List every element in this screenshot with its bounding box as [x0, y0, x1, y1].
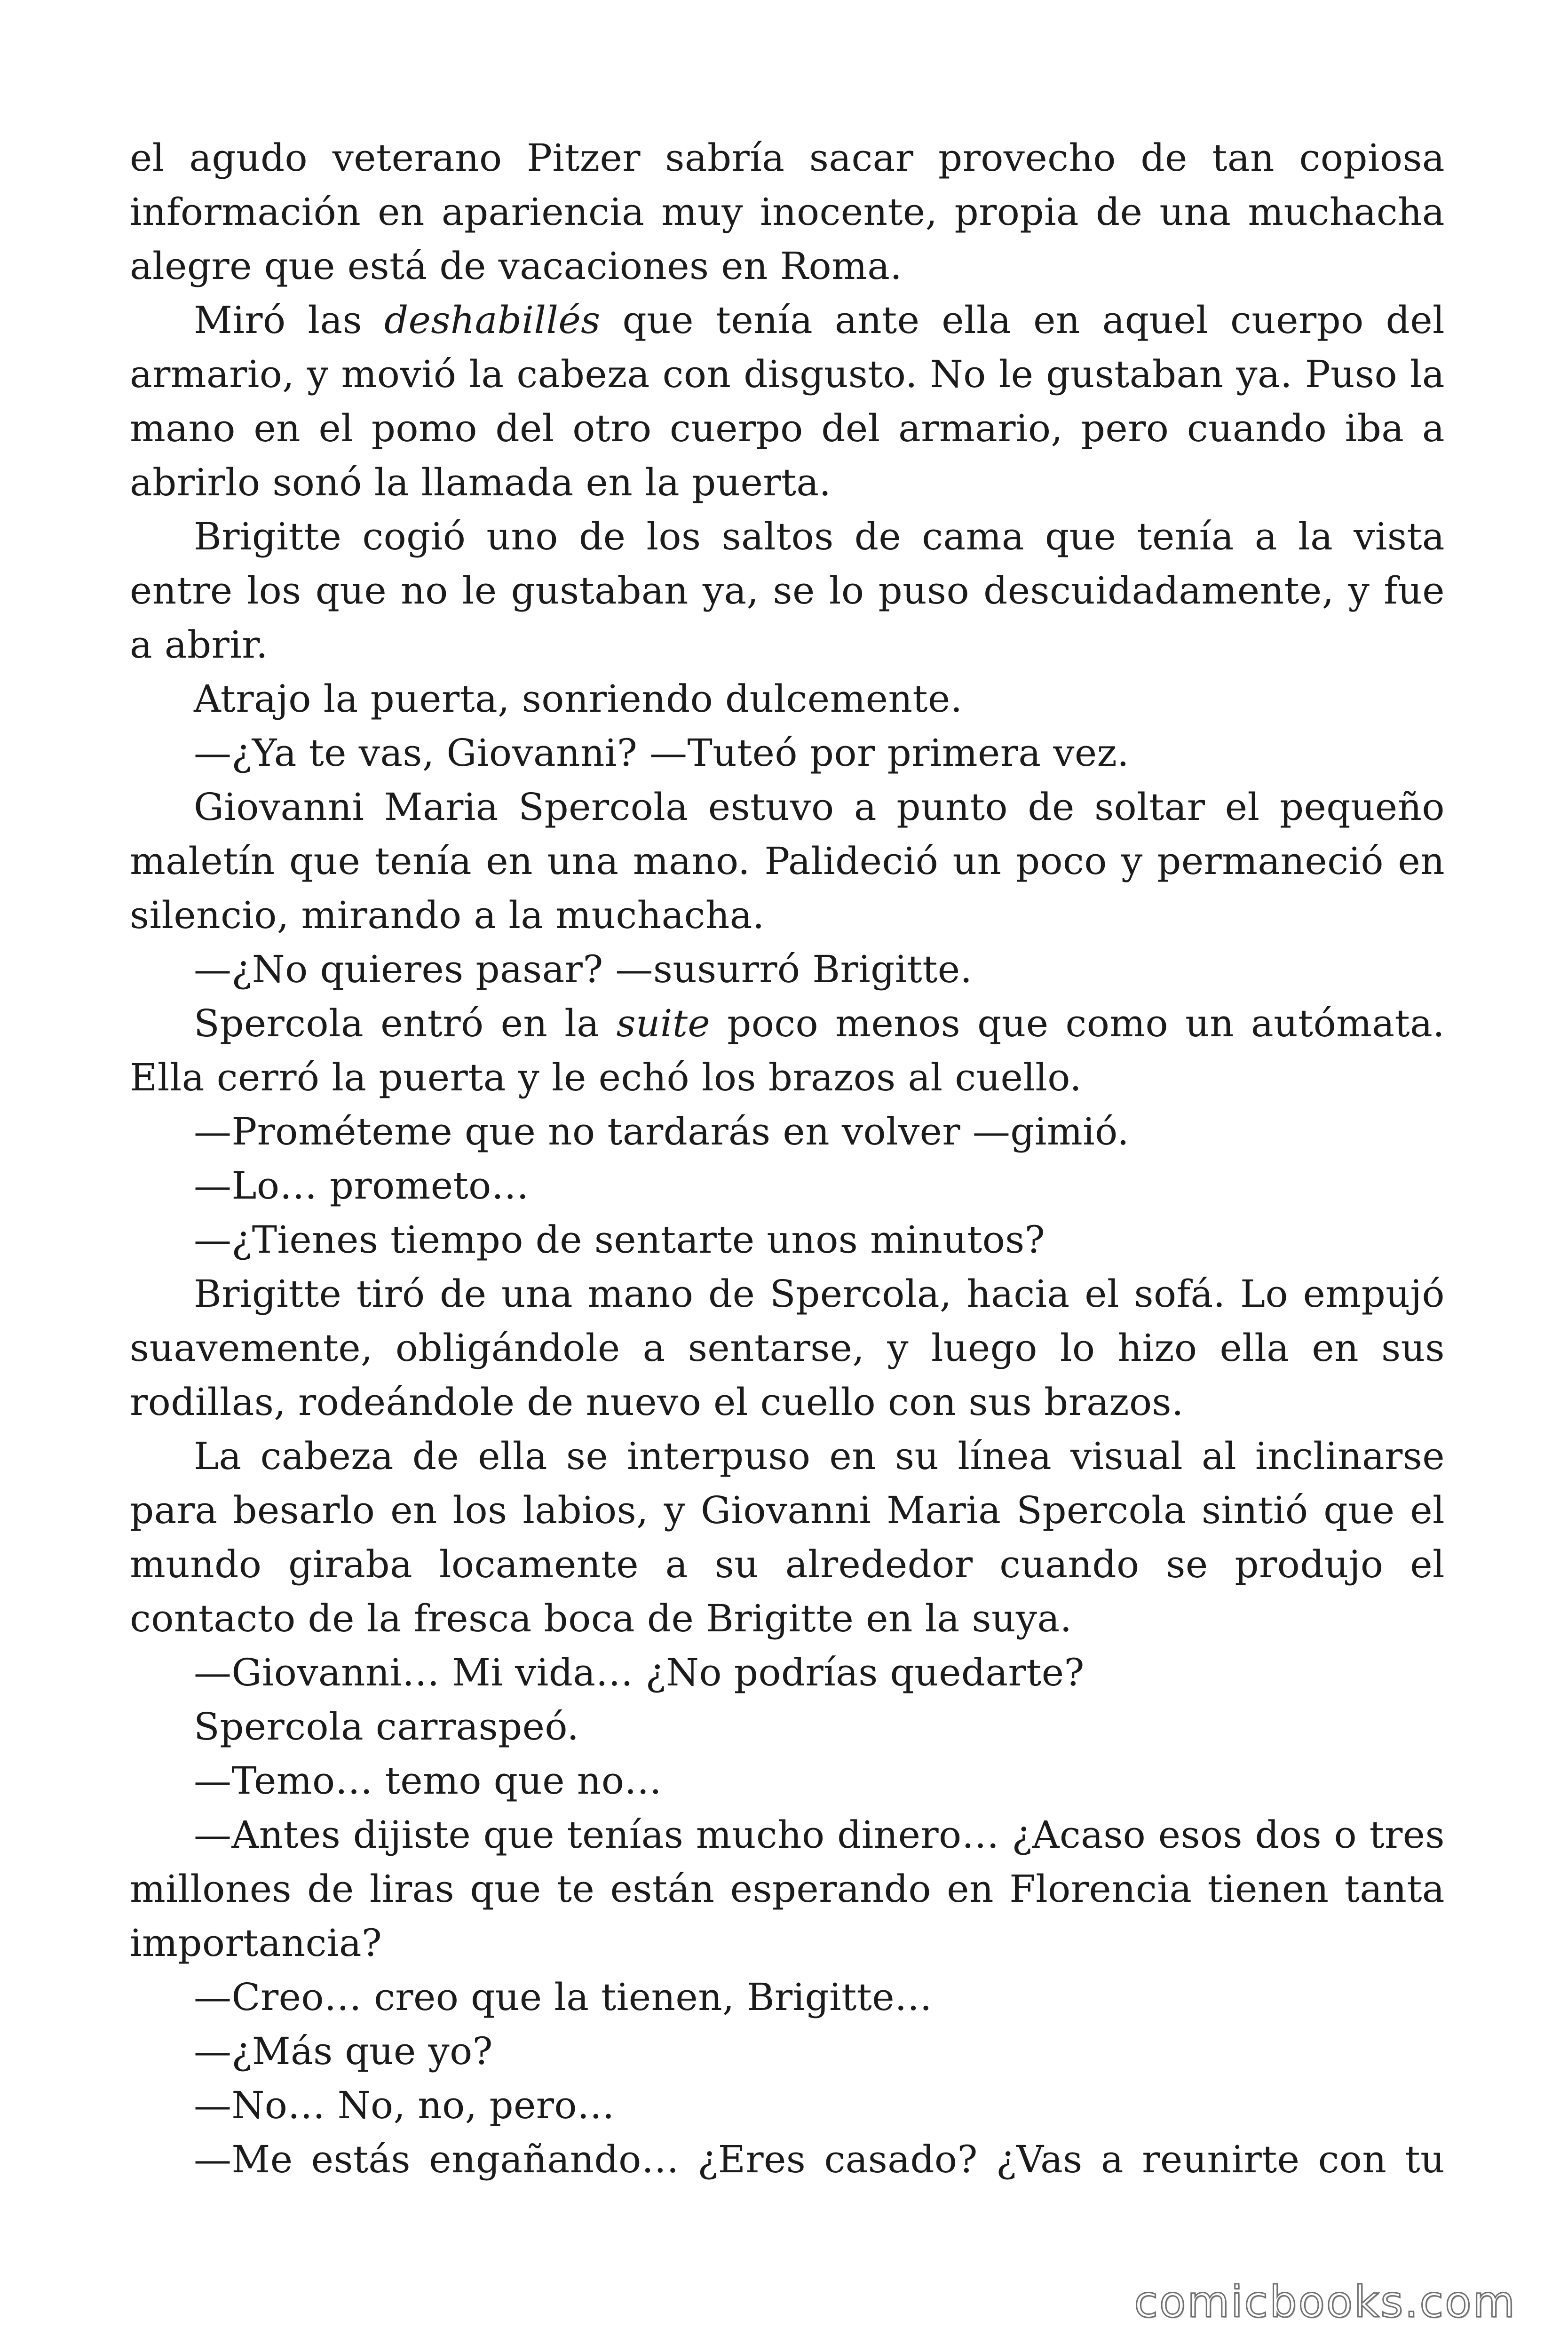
paragraph	[130, 672, 1445, 726]
text-run: —Me estás engañando… ¿Eres casado? ¿Vas a reunirte con tu	[194, 2137, 1445, 2181]
text-run: Spercola carraspeó.	[194, 1705, 579, 1748]
paragraph	[130, 293, 1445, 509]
text-run: Brigitte cogió uno de los saltos de cama que tenía a la vista entre los que no le gustaban ya, se lo puso descuidadamente, y fue a abrir.	[130, 515, 1445, 667]
text-run: —Prométeme que no tardarás en volver —gimió.	[194, 1110, 1130, 1153]
paragraph	[130, 1970, 1445, 2024]
text-run: Giovanni Maria Spercola estuvo a punto de soltar el pequeño maletín que tenía en una mano. Palideció un poco y permaneció en silencio, mirando a la muchacha.	[130, 785, 1445, 937]
text-run: —Antes dijiste que tenías mucho dinero… ¿Acaso esos dos o tres millones de liras que te están esperando en Florencia tienen tanta importancia?	[130, 1813, 1445, 1965]
paragraph	[130, 1267, 1445, 1429]
paragraph	[130, 1429, 1445, 1645]
text-run: —No… No, no, pero…	[194, 2083, 615, 2127]
paragraph	[130, 131, 1445, 293]
paragraph	[130, 2024, 1445, 2078]
paragraph	[130, 942, 1445, 996]
text-run: —¿Ya te vas, Giovanni? —Tuteó por primera vez.	[194, 731, 1129, 775]
text-run: Atrajo la puerta, sonriendo dulcemente.	[194, 677, 963, 721]
paragraph	[130, 509, 1445, 672]
paragraph	[130, 2132, 1445, 2186]
paragraph	[130, 996, 1445, 1104]
paragraph	[130, 1808, 1445, 1970]
text-run: —¿Tienes tiempo de sentarte unos minutos?	[194, 1218, 1045, 1262]
paragraph	[130, 1213, 1445, 1267]
watermark-logo: comicbooks.com	[1134, 2277, 1516, 2327]
paragraph	[130, 2078, 1445, 2132]
italic-text: suite	[616, 1001, 711, 1045]
text-run: el agudo veterano Pitzer sabría sacar provecho de tan copiosa información en apariencia muy inocente, propia de una muchacha alegre que está de vacaciones en Roma.	[130, 136, 1445, 288]
text-run: Spercola entró en la	[194, 1001, 617, 1045]
text-run: que tenía ante ella en aquel cuerpo del armario, y movió la cabeza con disgusto. No le gustaban ya. Puso la mano en el pomo del otro cuerpo del armario, pero cuando iba a abrirlo sonó la llamada en la puerta.	[130, 298, 1445, 504]
body-text	[130, 131, 1445, 2186]
text-run: —Lo… prometo…	[194, 1164, 530, 1208]
paragraph	[130, 1159, 1445, 1213]
text-run: Miró las	[194, 298, 384, 342]
text-run: —Giovanni… Mi vida… ¿No podrías quedarte?	[194, 1651, 1085, 1694]
paragraph	[130, 1645, 1445, 1700]
paragraph	[130, 726, 1445, 780]
text-run: La cabeza de ella se interpuso en su línea visual al inclinarse para besarlo en los labios, y Giovanni Maria Spercola sintió que el mundo giraba locamente a su alrededor cuando se produjo el contacto de la fresca boca de Brigitte en la suya.	[130, 1434, 1445, 1640]
text-run: poco menos que como un autómata. Ella cerró la puerta y le echó los brazos al cuello.	[130, 1001, 1445, 1099]
paragraph	[130, 1700, 1445, 1754]
text-run: —Creo… creo que la tienen, Brigitte…	[194, 1975, 933, 2019]
text-run: Brigitte tiró de una mano de Spercola, hacia el sofá. Lo empujó suavemente, obligándole a sentarse, y luego lo hizo ella en sus rodillas, rodeándole de nuevo el cuello con sus brazos.	[130, 1272, 1445, 1424]
text-run: —¿No quieres pasar? —susurró Brigitte.	[194, 947, 973, 991]
italic-text: deshabillés	[384, 298, 601, 342]
paragraph	[130, 1104, 1445, 1159]
text-run: —Temo… temo que no…	[194, 1759, 662, 1803]
text-run: —¿Más que yo?	[194, 2029, 493, 2073]
paragraph	[130, 780, 1445, 942]
paragraph	[130, 1754, 1445, 1808]
